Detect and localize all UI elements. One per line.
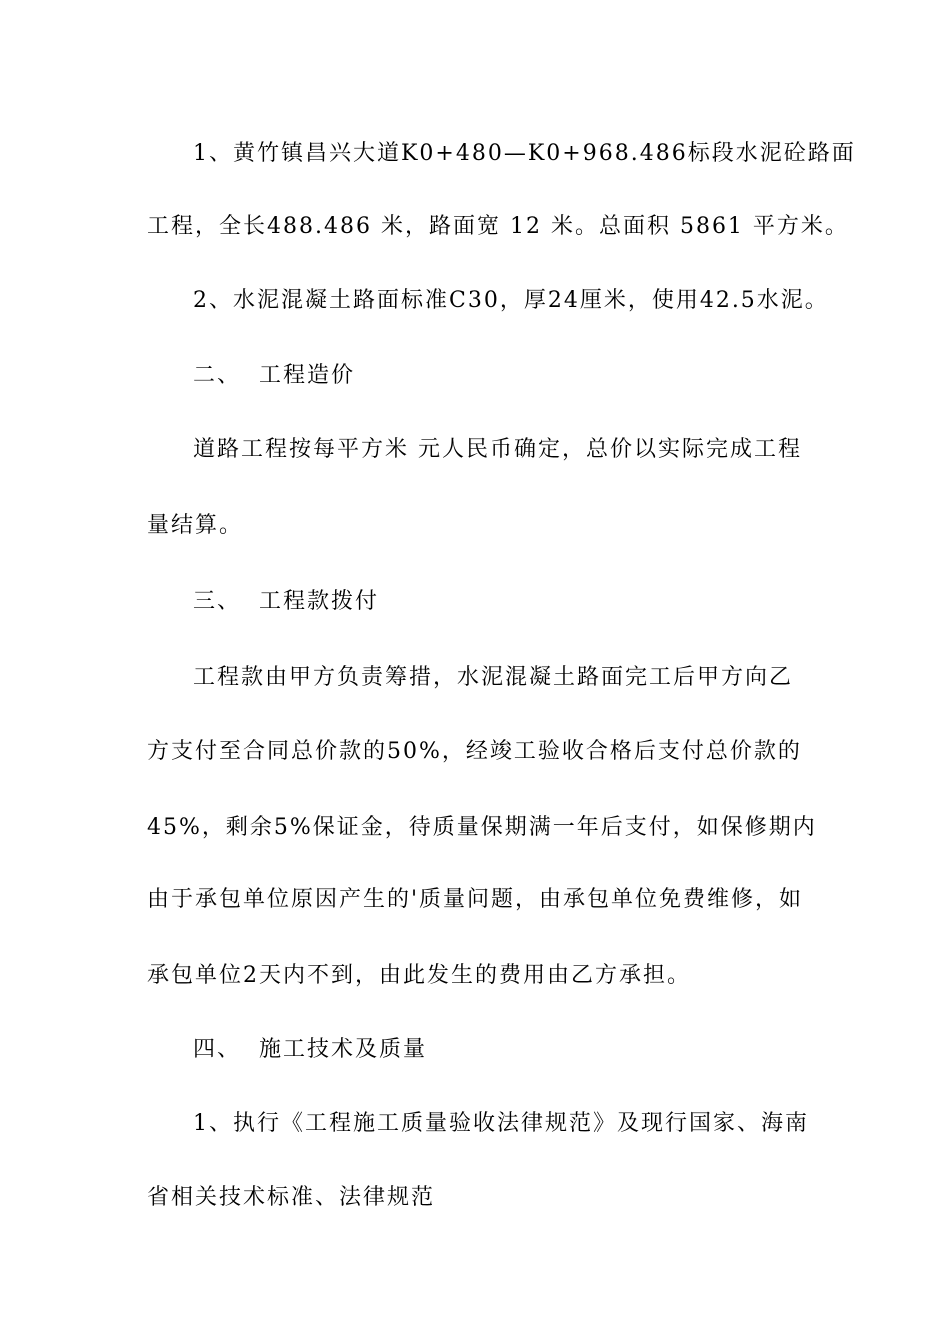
section-heading: 二、 工程造价 <box>193 363 355 388</box>
paragraph-line: 承包单位2天内不到，由此发生的费用由乙方承担。 <box>147 963 691 988</box>
paragraph-line: 2、水泥混凝土路面标准C30，厚24厘米，使用42.5水泥。 <box>193 288 829 313</box>
paragraph-line: 道路工程按每平方米 元人民币确定，总价以实际完成工程 <box>193 437 802 462</box>
paragraph-line: 1、执行《工程施工质量验收法律规范》及现行国家、海南 <box>193 1111 809 1136</box>
paragraph-line: 工程款由甲方负责筹措，水泥混凝土路面完工后甲方向乙 <box>193 665 794 690</box>
paragraph-line: 量结算。 <box>147 513 244 538</box>
section-heading: 四、 施工技术及质量 <box>193 1037 427 1062</box>
paragraph-line: 1、黄竹镇昌兴大道K0+480—K0+968.486标段水泥砼路面 <box>193 141 856 166</box>
paragraph-line: 由于承包单位原因产生的'质量问题，由承包单位免费维修，如 <box>147 887 804 912</box>
section-heading: 三、 工程款拨付 <box>193 589 379 614</box>
paragraph-line: 方支付至合同总价款的50%，经竣工验收合格后支付总价款的 <box>147 739 802 764</box>
paragraph-line: 省相关技术标准、法律规范 <box>147 1185 436 1210</box>
paragraph-line: 工程，全长488.486 米，路面宽 12 米。总面积 5861 平方米。 <box>147 214 849 239</box>
paragraph-line: 45%，剩余5%保证金，待质量保期满一年后支付，如保修期内 <box>147 815 817 840</box>
